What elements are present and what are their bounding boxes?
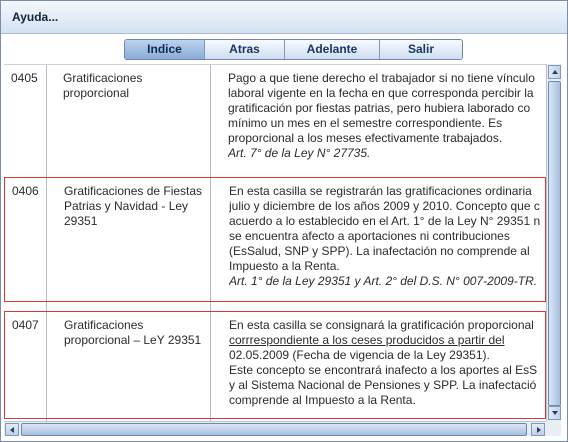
desc-line: se encuentra afecto a aportaciones ni contribuciones — [229, 229, 510, 243]
desc-line: gratificación por fiestas patrias, pero hubiera laborado co — [228, 101, 531, 115]
desc-line: 02.05.2009 (Fecha de vigencia de la Ley 29351). — [229, 348, 490, 362]
scroll-up-button[interactable] — [548, 65, 561, 79]
row-description — [229, 318, 546, 408]
desc-line: julio y diciembre de los años 2009 y 2010. Concepto que c — [229, 199, 540, 213]
desc-line: Pago a que tiene derecho el trabajador si no tiene vínculo — [228, 71, 535, 85]
horizontal-scrollbar[interactable] — [4, 421, 546, 436]
scroll-right-button[interactable] — [531, 423, 545, 436]
adelante-button[interactable]: Adelante — [285, 40, 380, 59]
desc-line: y al Sistema Nacional de Pensiones y SPP. La inafectació — [229, 378, 537, 392]
row-code: 0406 — [12, 184, 39, 198]
row-name: Gratificaciones de Fiestas Patrias y Navidad - Ley 29351 — [64, 184, 203, 228]
salir-button[interactable]: Salir — [380, 40, 462, 59]
arrow-left-icon — [10, 427, 14, 433]
table-row-highlighted[interactable] — [4, 177, 546, 302]
desc-line: En esta casilla se consignará la gratificación proporcional — [229, 318, 534, 332]
desc-line: comprende al Impuesto a la Renta. — [229, 393, 416, 407]
row-description — [229, 184, 546, 289]
desc-line: (EsSalud, SNP y SPP). La inafectación no comprende al — [229, 244, 530, 258]
indice-button[interactable]: Indice — [125, 40, 205, 59]
scroll-left-button[interactable] — [5, 423, 19, 436]
desc-line: Impuesto a la Renta. — [229, 259, 340, 273]
desc-line: Este concepto se encontrará inafecto a los aportes al EsS — [229, 363, 538, 377]
row-name: Gratificaciones proporcional – LeY 29351 — [64, 318, 202, 347]
desc-line-legal-ref: Art. 1° de la Ley 29351 y Art. 2° del D.S. N° 007-2009-TR. — [229, 274, 538, 288]
arrow-right-icon — [537, 427, 541, 433]
desc-line: acuerdo a lo establecido en el Art. 1° de la Ley N° 29351 n — [229, 214, 541, 228]
window-title: Ayuda... — [12, 10, 59, 24]
table-row[interactable] — [4, 65, 546, 168]
desc-line: proporcional a los meses efectivamente trabajados. — [228, 131, 503, 145]
desc-line-underlined: corrrespondiente a los ceses producidos a partir del — [229, 333, 505, 347]
horizontal-scroll-thumb[interactable] — [21, 423, 527, 436]
desc-line-legal-ref: Art. 7° de la Ley N° 27735. — [228, 146, 371, 160]
desc-line: mínimo un mes en el semestre correspondiente. Es — [228, 116, 503, 130]
scrollbar-corner — [546, 421, 561, 436]
row-description — [228, 71, 546, 161]
atras-button[interactable]: Atras — [205, 40, 285, 59]
desc-line: En esta casilla se registrarán las gratificaciones ordinaria — [229, 184, 532, 198]
toolbar — [1, 35, 567, 63]
nav-button-group — [124, 39, 463, 60]
row-code: 0405 — [11, 71, 38, 85]
row-code: 0407 — [12, 318, 39, 332]
arrow-up-icon — [552, 70, 558, 74]
title-bar[interactable] — [1, 1, 567, 34]
row-name: Gratificaciones proporcional — [63, 71, 143, 100]
desc-line: laboral vigente en la fecha en que corresponda percibir la — [228, 86, 534, 100]
vertical-scroll-thumb[interactable] — [548, 81, 561, 406]
scroll-down-button[interactable] — [548, 406, 561, 420]
vertical-scrollbar[interactable] — [546, 64, 561, 421]
table-row-highlighted[interactable] — [4, 311, 546, 419]
help-content-table — [4, 64, 546, 421]
arrow-down-icon — [552, 411, 558, 415]
